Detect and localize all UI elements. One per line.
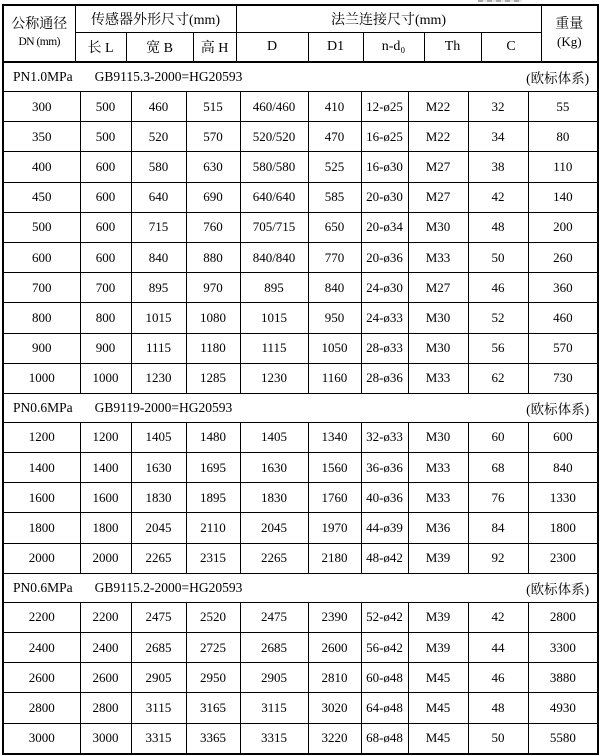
table-cell: M45 [408,693,468,723]
subheader-d1: D1 [308,33,363,62]
table-cell: M33 [408,483,468,513]
table-cell: 3115 [240,693,308,723]
section-band [3,393,598,422]
table-cell: 1630 [240,453,308,483]
band-pressure-rating: PN0.6MPa [13,399,73,415]
table-cell: 2300 [528,543,598,573]
table-cell: 1015 [240,303,308,333]
table-cell: 52 [468,303,528,333]
table-cell: 2520 [186,602,240,632]
table-cell: 2905 [131,663,186,693]
table-cell: 600 [80,152,131,182]
table-cell: 585 [308,182,361,212]
table-cell: 2905 [240,663,308,693]
table-cell: 600 [80,212,131,242]
table-cell: 40-ø36 [361,483,408,513]
cropped-text-artifact [478,0,522,2]
table-row [3,333,598,363]
table-cell: 32-ø33 [361,422,408,452]
band-system-note: (欧标体系) [526,71,590,86]
spec-table-body [2,62,599,755]
table-cell: 640 [131,182,186,212]
table-cell: M27 [408,182,468,212]
table-cell: 1180 [186,333,240,363]
table-cell: 1830 [131,483,186,513]
header-sensor-group: 传感器外形尺寸(mm) [75,5,236,33]
table-cell: 12-ø25 [361,92,408,122]
table-cell: 1000 [80,363,131,393]
subheader-d: D [236,33,308,62]
section-band-cell [3,393,598,422]
table-cell: 2600 [80,663,131,693]
table-cell: 690 [186,182,240,212]
table-cell: 36-ø36 [361,453,408,483]
table-cell: 3000 [80,723,131,754]
table-cell: 2000 [3,543,80,573]
table-cell: 1340 [308,422,361,452]
table-cell: 840 [131,242,186,272]
table-cell: 2800 [528,602,598,632]
table-cell: 730 [528,363,598,393]
table-cell: 20-ø34 [361,212,408,242]
table-cell: M27 [408,273,468,303]
table-cell: 1285 [186,363,240,393]
table-cell: 56 [468,333,528,363]
table-cell: 1115 [240,333,308,363]
table-cell: 1405 [131,422,186,452]
table-row [3,363,598,393]
table-cell: 1830 [240,483,308,513]
table-cell: 840/840 [240,242,308,272]
section-band [3,63,598,92]
table-cell: 48 [468,693,528,723]
table-cell: 2045 [240,513,308,543]
table-cell: 52-ø42 [361,602,408,632]
subheader-height: 高 H [193,33,236,62]
table-cell: 44-ø39 [361,513,408,543]
table-cell: 1800 [80,513,131,543]
table-cell: 1895 [186,483,240,513]
table-cell: 760 [186,212,240,242]
table-cell: 60-ø48 [361,663,408,693]
band-system-note: (欧标体系) [526,581,590,597]
table-cell: 580 [131,152,186,182]
table-cell: 460 [528,303,598,333]
table-cell: 80 [528,122,598,152]
table-cell: M22 [408,122,468,152]
table-cell: 800 [80,303,131,333]
table-row [3,273,598,303]
table-cell: 450 [3,182,80,212]
table-cell: 2200 [80,602,131,632]
header-dn-unit: DN (mm) [18,36,61,49]
table-cell: 2800 [80,693,131,723]
table-cell: 515 [186,92,240,122]
table-cell: 400 [3,152,80,182]
table-cell: 500 [80,92,131,122]
table-cell: 800 [3,303,80,333]
table-cell: 48 [468,212,528,242]
table-row [3,693,598,723]
table-cell: 1160 [308,363,361,393]
table-cell: 2180 [308,543,361,573]
table-row [3,633,598,663]
header-dn-title: 公称通径 [11,17,68,33]
table-cell: 1800 [528,513,598,543]
table-cell: 650 [308,212,361,242]
table-cell: 1970 [308,513,361,543]
table-row [3,242,598,272]
table-cell: M30 [408,212,468,242]
band-standard-code: GB9115.3-2000=HG20593 [94,69,243,84]
table-cell: 520 [131,122,186,152]
table-cell: 2000 [80,543,131,573]
table-row [3,543,598,573]
table-cell: 2600 [3,663,80,693]
table-cell: 500 [3,212,80,242]
table-cell: 1200 [3,422,80,452]
table-cell: 50 [468,242,528,272]
table-cell: 16-ø30 [361,152,408,182]
table-cell: 84 [468,513,528,543]
table-cell: 34 [468,122,528,152]
band-pressure-rating: PN0.6MPa [13,579,73,595]
table-row [3,422,598,452]
table-cell: 770 [308,242,361,272]
table-cell: 2950 [186,663,240,693]
table-cell: 500 [80,122,131,152]
table-cell: 360 [528,273,598,303]
table-cell: 900 [3,333,80,363]
table-cell: 3000 [3,723,80,754]
table-cell: 2265 [131,543,186,573]
table-cell: 700 [3,273,80,303]
table-cell: 600 [80,182,131,212]
table-cell: 520/520 [240,122,308,152]
table-body-rows [3,63,598,754]
table-cell: 600 [3,242,80,272]
subheader-ndo: n-d₀ [363,33,424,62]
table-row [3,723,598,754]
table-cell: M30 [408,303,468,333]
band-system-note: (欧标体系) [526,401,590,417]
table-cell: 2400 [80,633,131,663]
table-cell: 2265 [240,543,308,573]
table-cell: 1200 [80,422,131,452]
table-cell: 20-ø36 [361,242,408,272]
table-cell: 3315 [131,723,186,754]
header-flange-group: 法兰连接尺寸(mm) [236,5,541,33]
subheader-length: 长 L [75,33,126,62]
subheader-width: 宽 B [126,33,193,62]
table-cell: 68 [468,453,528,483]
table-row [3,92,598,122]
table-cell: 1600 [80,483,131,513]
table-cell: 46 [468,273,528,303]
table-row [3,513,598,543]
table-cell: 1400 [3,453,80,483]
table-cell: 2475 [131,602,186,632]
table-cell: 2800 [3,693,80,723]
table-cell: 3020 [308,693,361,723]
table-cell: 3300 [528,633,598,663]
table-row [3,483,598,513]
table-cell: 1230 [240,363,308,393]
table-cell: 2475 [240,602,308,632]
table-cell: 4930 [528,693,598,723]
table-cell: 68-ø48 [361,723,408,754]
table-cell: 600 [528,422,598,452]
table-cell: 350 [3,122,80,152]
table-cell: 460/460 [240,92,308,122]
table-cell: 700 [80,273,131,303]
table-cell: 1560 [308,453,361,483]
table-cell: M39 [408,602,468,632]
table-cell: 140 [528,182,598,212]
table-row [3,663,598,693]
header-weight-title: 重量 [555,16,584,32]
table-cell: 3880 [528,663,598,693]
table-cell: 2600 [308,633,361,663]
table-cell: 895 [240,273,308,303]
section-band-cell [3,63,598,92]
table-cell: 64-ø48 [361,693,408,723]
section-band [3,573,598,602]
table-cell: 1800 [3,513,80,543]
table-row [3,152,598,182]
table-cell: 42 [468,182,528,212]
table-cell: M45 [408,723,468,754]
table-cell: 300 [3,92,80,122]
table-cell: 28-ø33 [361,333,408,363]
table-cell: M33 [408,363,468,393]
table-cell: 1600 [3,483,80,513]
table-cell: M30 [408,333,468,363]
header-weight-unit: (Kg) [557,34,582,50]
table-cell: 3115 [131,693,186,723]
table-cell: 38 [468,152,528,182]
table-cell: M36 [408,513,468,543]
table-cell: 570 [186,122,240,152]
table-cell: 55 [528,92,598,122]
table-cell: 2200 [3,602,80,632]
table-cell: M30 [408,422,468,452]
table-cell: 62 [468,363,528,393]
table-cell: 1000 [3,363,80,393]
table-cell: 20-ø30 [361,182,408,212]
table-cell: 1630 [131,453,186,483]
header-weight [541,5,598,62]
table-cell: 1230 [131,363,186,393]
table-row [3,303,598,333]
section-band-cell [3,573,598,602]
table-cell: 60 [468,422,528,452]
table-cell: 200 [528,212,598,242]
table-cell: 32 [468,92,528,122]
subheader-c: C [481,33,541,62]
table-cell: 840 [528,453,598,483]
table-cell: 715 [131,212,186,242]
table-cell: 50 [468,723,528,754]
table-cell: 24-ø33 [361,303,408,333]
table-cell: 1330 [528,483,598,513]
table-cell: M39 [408,543,468,573]
table-cell: 580/580 [240,152,308,182]
table-cell: 2315 [186,543,240,573]
table-cell: 260 [528,242,598,272]
table-cell: 2685 [240,633,308,663]
table-cell: 570 [528,333,598,363]
table-cell: M45 [408,663,468,693]
table-cell: 2400 [3,633,80,663]
table-cell: 900 [80,333,131,363]
table-cell: 56-ø42 [361,633,408,663]
table-cell: 46 [468,663,528,693]
table-cell: 880 [186,242,240,272]
table-cell: 1050 [308,333,361,363]
table-cell: 1480 [186,422,240,452]
table-row [3,122,598,152]
table-cell: M33 [408,453,468,483]
table-cell: 5580 [528,723,598,754]
table-cell: 1695 [186,453,240,483]
table-row [3,212,598,242]
table-cell: 3315 [240,723,308,754]
table-cell: 2685 [131,633,186,663]
table-cell: 1400 [80,453,131,483]
table-cell: 460 [131,92,186,122]
table-cell: 640/640 [240,182,308,212]
table-row [3,602,598,632]
table-row [3,182,598,212]
table-cell: 600 [80,242,131,272]
table-cell: 92 [468,543,528,573]
band-standard-code: GB9115.2-2000=HG20593 [94,579,243,595]
table-cell: 630 [186,152,240,182]
table-row [3,453,598,483]
table-cell: M39 [408,633,468,663]
table-cell: M27 [408,152,468,182]
spec-table-header [2,4,599,62]
table-cell: 840 [308,273,361,303]
table-cell: 24-ø30 [361,273,408,303]
table-cell: 3220 [308,723,361,754]
table-cell: 2390 [308,602,361,632]
table-cell: 1760 [308,483,361,513]
table-cell: 950 [308,303,361,333]
table-cell: 28-ø36 [361,363,408,393]
table-cell: 2045 [131,513,186,543]
table-cell: 3165 [186,693,240,723]
table-cell: 110 [528,152,598,182]
band-standard-code: GB9119-2000=HG20593 [94,399,233,415]
table-cell: 42 [468,602,528,632]
table-cell: 48-ø42 [361,543,408,573]
table-cell: 1115 [131,333,186,363]
table-cell: 76 [468,483,528,513]
table-cell: M33 [408,242,468,272]
table-cell: 1405 [240,422,308,452]
table-cell: 970 [186,273,240,303]
table-cell: 525 [308,152,361,182]
table-cell: 2810 [308,663,361,693]
band-pressure-rating: PN1.0MPa [13,69,73,84]
table-cell: 3365 [186,723,240,754]
table-cell: 44 [468,633,528,663]
table-cell: 470 [308,122,361,152]
table-cell: 2725 [186,633,240,663]
table-cell: 1015 [131,303,186,333]
table-cell: 410 [308,92,361,122]
header-dn [3,5,75,62]
table-cell: 16-ø25 [361,122,408,152]
table-cell: 895 [131,273,186,303]
table-cell: 1080 [186,303,240,333]
subheader-th: Th [424,33,481,62]
table-cell: 705/715 [240,212,308,242]
table-cell: M22 [408,92,468,122]
table-cell: 2110 [186,513,240,543]
